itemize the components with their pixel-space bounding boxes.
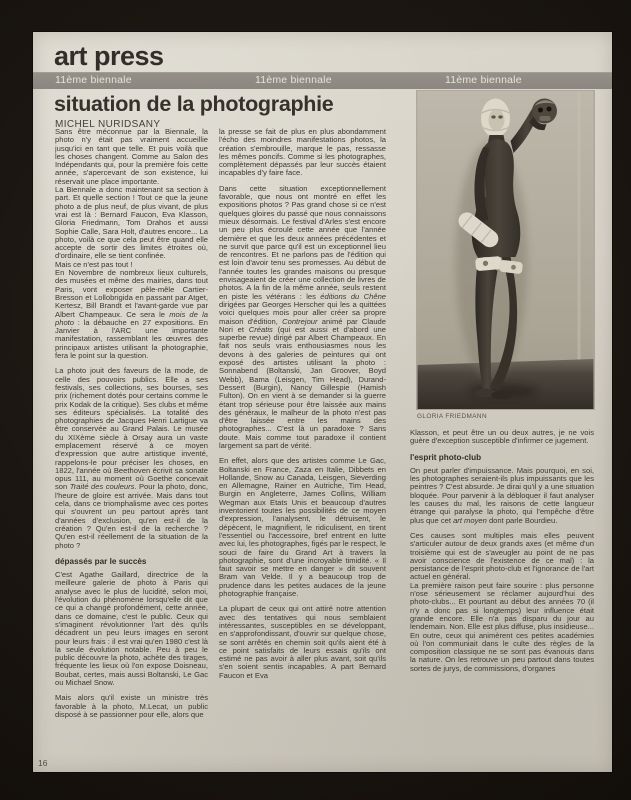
page-number: 16 <box>38 758 48 768</box>
paragraph: Sans être méconnue par la Biennale, la photo n'y était pas vraiment accueillie jusqu'ici en tant que telle. Et puis voilà que les choses changent. Comme au Salon des Indépendants qui, pour la première fois cette année, s'apercevant de son existence, lui réservait une place importante. <box>55 128 208 186</box>
paragraph: On peut parler d'impuissance. Mais pourquoi, en soi, les photographes seraient-ils plus impuissants que les peintres ? C'est absurde. Je dirai qu'il y a une situation bloquée. Pour parvenir à la débloquer il faut analyser les causes du mal, les raisons de cette langueur étrange qui paralyse la photo, qui l'empêche d'être plus que cet art moyen dont parle Bourdieu. <box>410 465 594 525</box>
paragraph: La plupart de ceux qui ont attiré notre attention avec des tentatives qui nous semblaient intéressantes, susceptibles en se développant, en s'approfondissant, d'ouvrir sur quelque chose, se sont arrêtés en chemin soit qu'ils aient été à ce point satisfaits de leurs essais qu'ils ont estimé ne pas avoir à aller plus avant, soit qu'ils s'en soient sentis incapables. A part Bernard Faucon et Eva <box>219 604 386 680</box>
article-column-3 <box>410 429 594 781</box>
band-item: 11ème biennale <box>445 74 522 86</box>
photo-caption: GLORIA FRIEDMANN <box>417 413 487 420</box>
paragraph: Ces causes sont multiples mais elles peuvent s'articuler autour de deux grands axes (et même d'un troisième qui est de s'aveugler au point de ne pas avoir conscience de l'existence de ce mal) : la persistance de l'esprit photo-club et l'ignorance de l'art actuel en général. <box>410 530 594 582</box>
photo-figure-illustration <box>417 91 594 409</box>
paragraph: La première raison peut faire sourire : plus personne n'ose sérieusement se réclamer aujourd'hui des photo-clubs... Et pourtant au début des années 70 (il n'y a donc pas si longtemps) leur influence était grande encore. Elle n'a pas disparu du jour au lendemain. Non. Elle est plus diffuse, plus insidieuse... En outre, ceux qui animèrent ces petites académies où l'on communiait dans le culte des règles de la composition classique ne se sont pas évanouis dans la nature. On les retrouve un peu partout dans toutes sortes de jurys, de commissions, d'organes <box>410 580 594 673</box>
paragraph: En Novembre de nombreux lieux culturels, des musées et même des mairies, dans tout Paris, vont exposer pêle-mêle Cartier-Bresson et Lollobrigida en passant par Atget, Kertesz, Bill Brandt et l'avant-garde vue par Albert Champeaux. Ce sera le mois de la photo : la débauche en 27 expositions. En Janvier à l'ARC une importante manifestation, rassemblant les œuvres des principaux artistes utilisant la photographie, fera le point sur la question. <box>55 268 208 361</box>
paragraph: La Biennale a donc maintenant sa section à part. Et quelle section ! Tout ce que la jeune photo a de plus neuf, de plus vivant, de plus vrai est là : Bernard Faucon, Eva Klasson, Gloria Friedmann, Tom Drahos et aussi Sophie Calle, Sara Holt, d'autres encore... La photo, voilà ce que cela peut être quand elle accepte de sortir des limites étroites où, d'ordinaire, elle se tient confinée. <box>55 185 208 261</box>
paragraph: Mais alors qu'il existe un ministre très favorable à la photo, M.Lecat, un public disposé à se passionner pour elle, alors que <box>55 693 208 719</box>
section-subhead: l'esprit photo-club <box>410 452 482 462</box>
band-item: 11ème biennale <box>55 74 132 86</box>
paragraph: Mais ce n'est pas tout ! <box>55 259 133 269</box>
article-author: MICHEL NURIDSANY <box>55 119 161 130</box>
magazine-page <box>33 32 612 772</box>
paragraph: Klasson, et peut être un ou deux autres, je ne vois guère d'exception susceptible d'infirmer ce jugement. <box>410 429 594 446</box>
paragraph: En effet, alors que des artistes comme Le Gac, Boltanski en France, Zaza en Italie, Dibbets en Hollande, Snow au Canada, Leisgen, Sieverding en Allemagne, Rainer en Autriche, Tim Head, Burgin en Angleterre, James Collins, William Wegman aux Etats Unis et beaucoup d'autres inventorient toutes les possibilités de ce moyen d'expression, l'analysent, le détruisent, le dépècent, le magnifient, le ridiculisent, en tirent l'essentiel ou l'accessoire, bref entrent en lutte avec lui, les photographes, figés par le respect, le souci de faire du Grand Art à travers la photographie, sont d'une incroyable timidité. « Il faut savoir se mettre en danger » dit souvent Bram van Velde. Il y a beaucoup trop de prudence dans les petites audaces de la jeune photographie française. <box>219 456 386 599</box>
paragraph: La photo jouit des faveurs de la mode, de celle des pouvoirs publics. Elle a ses festivals, ses collections, ses bourses, ses prix (richement dotés pour certains comme le prix Kodak de la critique). Ses clubs et même ses éditeurs spécialisés. La totalité des photographies de Jacques Henri Lartigue va être conservée au Grand Palais. Le musée du XIXème siècle à Orsay aura un vaste emplacement réservé à ce moyen d'expression que autre artistique inventé, rappelons-le pour préciser les choses, en 1822, l'année où Beethoven écrivit sa sonate opus 111, au moment où Goethe concevait son Traité des couleurs. Pour la photo, donc, l'heure de gloire est arrivée. Mais dans tout cela, dans ce triomphalisme avec ces portes qui s'ouvrent un peu partout après tant d'années d'exclusion, qu'en est-il de la création ? Qu'en est-il de la recherche ? Qu'en est-il réellement de la situation de la photo ? <box>55 366 208 550</box>
article-column-2 <box>219 128 386 780</box>
article-photo <box>417 91 594 420</box>
paragraph: la presse se fait de plus en plus abondamment l'écho des moindres manifestations photos, la création s'embrouille, marque le pas, ressasse les mêmes poncifs. Comme si les photographes, complètement dépassés par leur succès étaient incapables d'y faire face. <box>219 128 386 178</box>
article-column-1 <box>55 128 208 780</box>
paragraph: C'est Agathe Gaillard, directrice de la meilleure galerie de photo à Paris qui analyse avec le plus de lucidité, selon moi, l'évolution du phénomène lorsqu'elle dit que ce qui a changé profondément, cette année, dans ce domaine, c'est le public. Ceux qui s'imaginent révolutionner l'art dès qu'ils décadrent un peu leurs images en seront pour leurs frais : il est vrai qu'en 1980 c'est là la seule évolution notable. Peu à peu le public découvre la photo, achète des tirages, fréquente les lieux où l'on expose Doisneau, Boubat, certes, mais aussi Boltanski, Le Gac ou Michael Snow. <box>55 570 208 687</box>
section-subhead: dépassés par le succès <box>55 556 147 566</box>
masthead-logo: art press <box>54 41 164 71</box>
skull <box>532 99 557 124</box>
article-title: situation de la photographie <box>54 92 334 116</box>
paragraph: Dans cette situation exceptionnellement favorable, que nous ont montré en effet les expositions photos ? Pas grand chose si ce n'est quelques gloires du passé que nous connaissons mieux désormais. Le festival d'Arles s'est encore un peu plus écroulé cette année que l'année dernière et que les deux années précédentes et ne survit que parce qu'il est un exceptionnel lieu de rencontres. Et ne parlons pas de l'édition qui est loin d'avoir tenu ses promesses. Au début de l'année toutes les grandes maisons ou presque envisageaient de créer une collection de livres de photos. A la fin de la même année, seuls restent en piste les vétérans : les éditions du Chêne dirigées par Georges Herscher qui les a quittées voici quelques mois pour aller créer sa propre maison d'édition, Contrejour animé par Claude Nori et Créatis (qui est aussi et d'abord une superbe revue) dirigé par Albert Champeaux. En fait nos seuls vrais enthousiasmes nous les devons à des galeries de peintures qui ont exposé des artistes utilisant la photo : Sonnabend (Boltanski, Jan Groover, Boyd Webb), Bama (Leisgen, Tim Head), Durand-Dessert (Burgin), Nancy Gillespie (Hamish Fulton). On en vient à se demander si la guerre étant trop sérieuse pour être laissée aux mains des généraux, le malheur de la photo n'est pas d'être laissée entre les mains des photographes... C'est là un paradoxe ? Sans doute. Mais comme tout paradoxe il contient largement sa part de vérité. <box>219 183 386 450</box>
masthead-band <box>33 72 612 89</box>
band-item: 11ème biennale <box>255 74 332 86</box>
